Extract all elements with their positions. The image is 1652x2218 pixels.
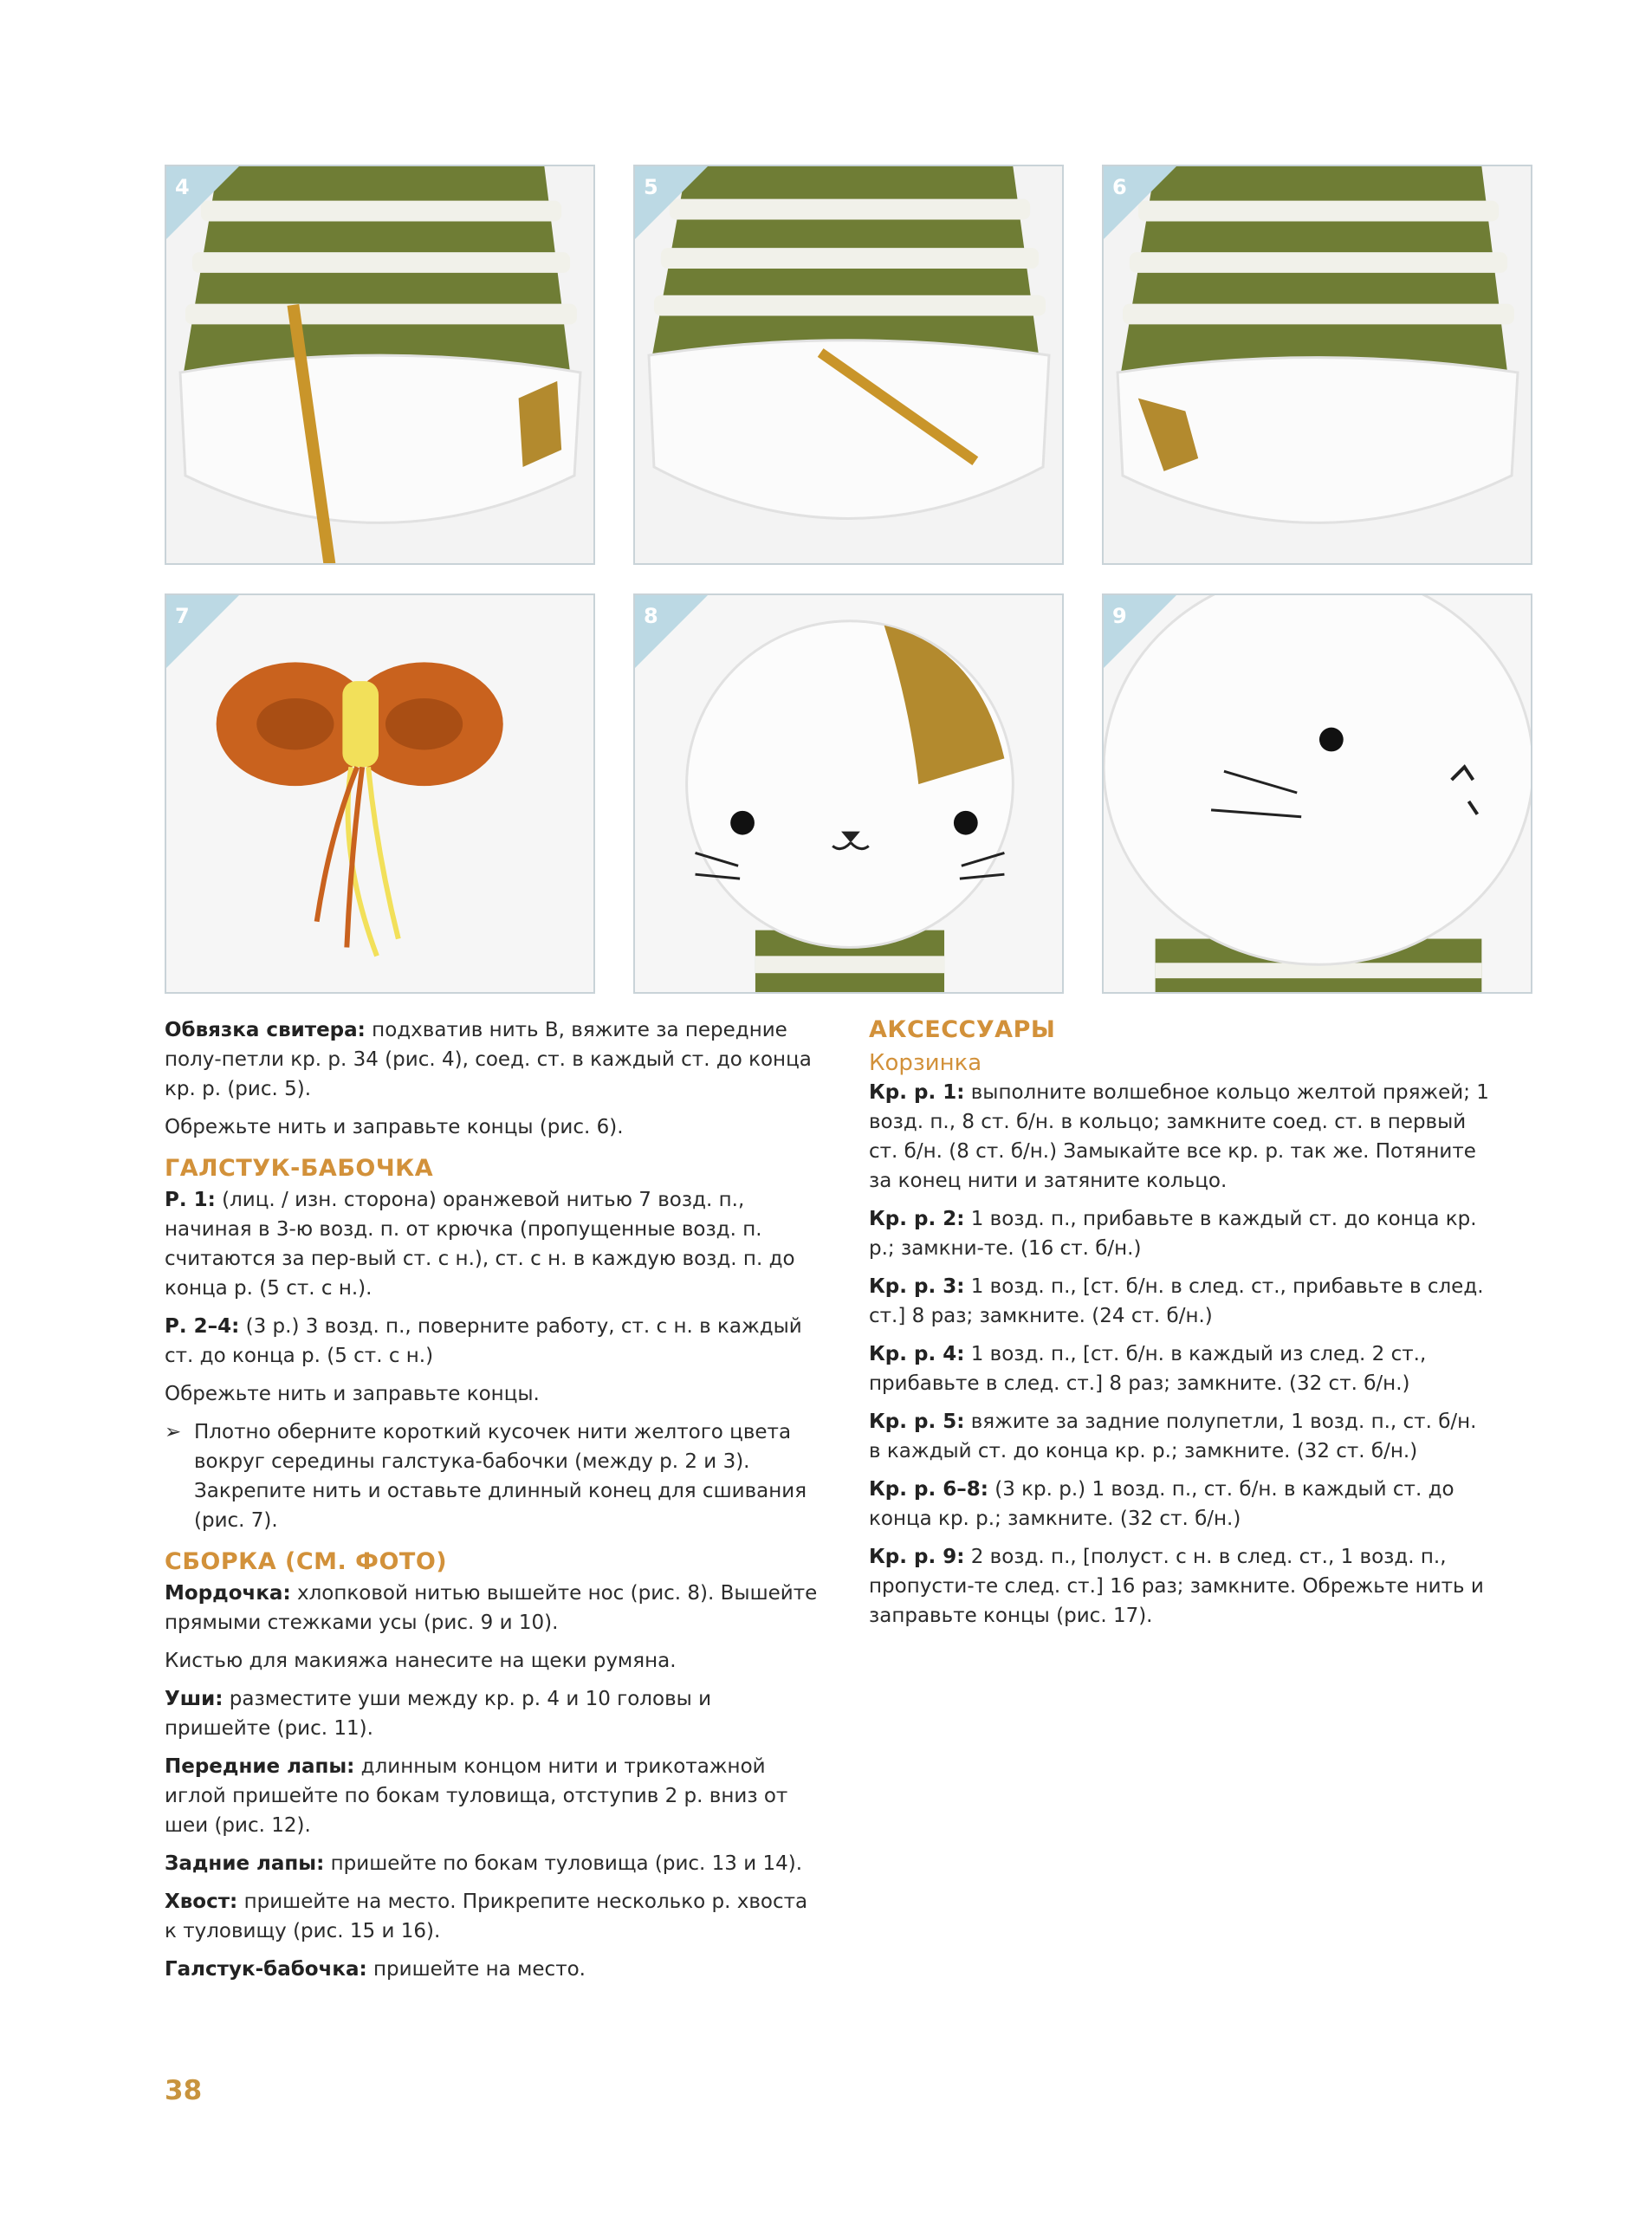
assembly-tail: Хвост: пришейте на место. Прикрепите несколько р. хвоста к туловищу (рис. 15 и 16). <box>165 1890 808 1942</box>
bow-row-1: Р. 1: (лиц. / изн. сторона) оранжевой нитью 7 возд. п., начиная в 3-ю возд. п. от крючка (пропущенные возд. п. считаются за пер-вый ст. с н.), ст. с н. в каждую возд. п. до конца р. (5 ст. с н.). <box>165 1189 795 1300</box>
photo-number: 8 <box>644 604 658 628</box>
photo-8 <box>633 593 1064 994</box>
photo-5 <box>633 165 1064 565</box>
section-bow-tie-heading: ГАЛСТУК-БАБОЧКА <box>165 1155 434 1182</box>
assembly-back-paws: Задние лапы: пришейте по бокам туловища (рис. 13 и 14). <box>165 1852 803 1875</box>
assembly-ears: Уши: разместите уши между кр. р. 4 и 10 головы и пришейте (рис. 11). <box>165 1688 712 1740</box>
assembly-blush: Кистью для макияжа нанесите на щеки румяна. <box>165 1650 677 1672</box>
basket-round-1: Кр. р. 1: выполните волшебное кольцо желтой пряжей; 1 возд. п., 8 ст. б/н. в кольцо; замкните соед. ст. в первый ст. б/н. (8 ст. б/н.) Замыкайте все кр. р. так же. Потяните за конец нити и затяните кольцо. <box>869 1081 1489 1192</box>
photo-7 <box>165 593 595 994</box>
basket-subheading: Корзинка <box>869 1050 982 1076</box>
page-number: 38 <box>165 2075 203 2106</box>
basket-round-5: Кр. р. 5: вяжите за задние полупетли, 1 возд. п., ст. б/н. в каждый ст. до конца кр. р.; замкните. (32 ст. б/н.) <box>869 1411 1477 1462</box>
photo-number: 4 <box>175 175 190 199</box>
photo-number: 6 <box>1112 175 1127 199</box>
left-column <box>165 1015 823 1993</box>
bow-rows-2-4: Р. 2–4: (3 р.) 3 возд. п., поверните работу, ст. с н. в каждый ст. до конца р. (5 ст. с н.) <box>165 1315 802 1367</box>
sweater-finish: Обрежьте нить и заправьте концы (рис. 6). <box>165 1116 624 1138</box>
basket-round-3: Кр. р. 3: 1 возд. п., [ст. б/н. в след. ст., прибавьте в след. ст.] 8 раз; замкните. (24 ст. б/н.) <box>869 1275 1484 1327</box>
basket-rounds-6-8: Кр. р. 6–8: (3 кр. р.) 1 возд. п., ст. б/н. в каждый ст. до конца кр. р.; замкните. (32 ст. б/н.) <box>869 1478 1454 1530</box>
assembly-bow-tie: Галстук-бабочка: пришейте на место. <box>165 1958 586 1981</box>
assembly-face: Мордочка: хлопковой нитью вышейте нос (рис. 8). Вышейте прямыми стежками усы (рис. 9 и 10). <box>165 1582 818 1634</box>
sweater-edging: Обвязка свитера: подхватив нить B, вяжите за передние полу-петли кр. р. 34 (рис. 4), соед. ст. в каждый ст. до конца кр. р. (рис. 5). <box>165 1019 812 1100</box>
photo-6 <box>1102 165 1532 565</box>
section-assembly-heading: СБОРКА (СМ. ФОТО) <box>165 1548 448 1575</box>
basket-round-2: Кр. р. 2: 1 возд. п., прибавьте в каждый ст. до конца кр. р.; замкни-те. (16 ст. б/н.) <box>869 1208 1477 1260</box>
photo-4 <box>165 165 595 565</box>
photo-number: 5 <box>644 175 658 199</box>
photo-9 <box>1102 593 1532 994</box>
assembly-front-paws: Передние лапы: длинным концом нити и трикотажной иглой пришейте по бокам туловища, отступив 2 р. вниз от шеи (рис. 12). <box>165 1755 788 1837</box>
bow-cut: Обрежьте нить и заправьте концы. <box>165 1383 540 1405</box>
basket-round-4: Кр. р. 4: 1 возд. п., [ст. б/н. в каждый из след. 2 ст., прибавьте в след. ст.] 8 раз; замкните. (32 ст. б/н.) <box>869 1343 1427 1395</box>
arrow-bullet-icon: ➢ <box>165 1421 182 1443</box>
section-accessories-heading: АКСЕССУАРЫ <box>869 1016 1056 1043</box>
bow-wrap-note: ➢ Плотно оберните короткий кусочек нити желтого цвета вокруг середины галстука-бабочки (между р. 2 и 3). Закрепите нить и оставьте длинный конец для сшивания (рис. 7). <box>165 1417 823 1535</box>
basket-round-9: Кр. р. 9: 2 возд. п., [полуст. с н. в след. ст., 1 возд. п., пропусти-те след. ст.] 16 раз; замкните. Обрежьте нить и заправьте концы (рис. 17). <box>869 1546 1484 1627</box>
right-column <box>869 1015 1493 1639</box>
photo-number: 7 <box>175 604 190 628</box>
photo-number: 9 <box>1112 604 1127 628</box>
